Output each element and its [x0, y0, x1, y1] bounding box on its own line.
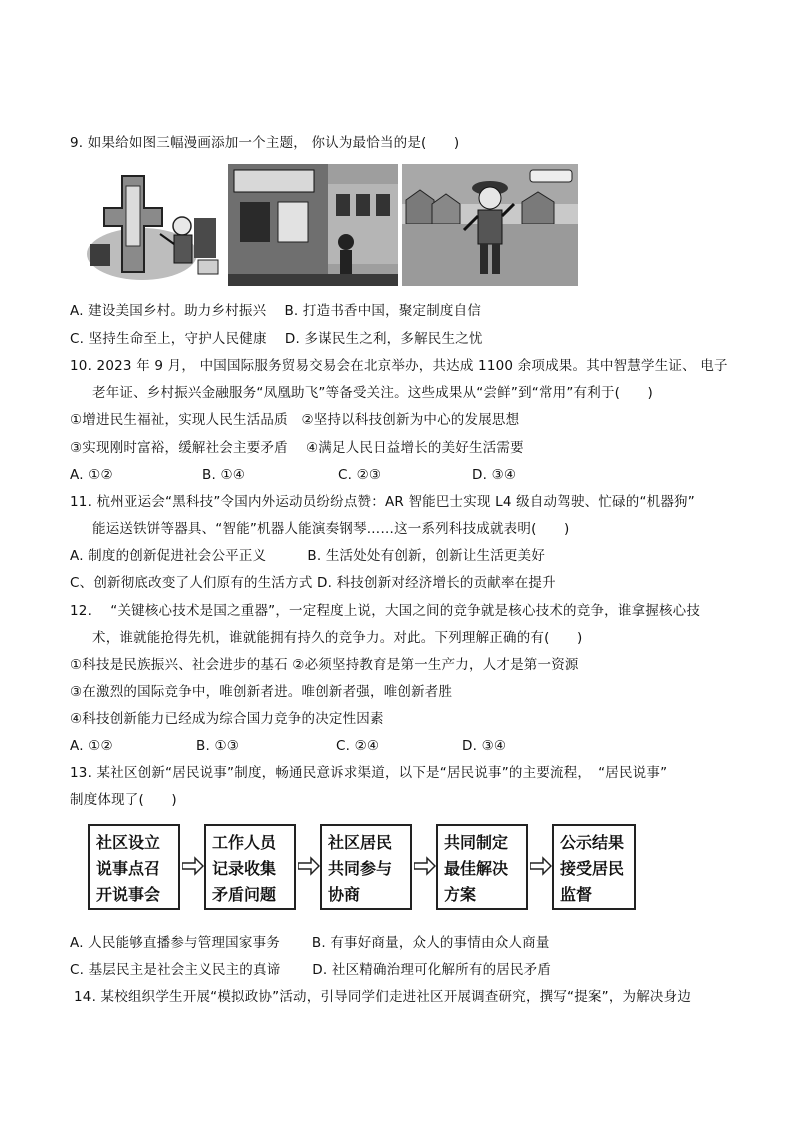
process-flowchart: [88, 822, 636, 916]
q10-item-1-2: ①增进民生福祉，实现人民生活品质 ②坚持以科技创新为中心的发展思想: [70, 412, 520, 428]
q12-option-b: B. ①③: [196, 738, 240, 754]
q13-stem-line2: 制度体现了( ): [70, 792, 177, 808]
q12-option-c: C. ②④: [336, 738, 380, 754]
q13-options-ab: A. 人民能够直播参与管理国家事务 B. 有事好商量，众人的事情由众人商量: [70, 935, 550, 951]
q14-stem-line1: 14. 某校组织学生开展“模拟政协”活动，引导同学们走进社区开展调查研究，撰写“提案”，为解决身边: [74, 989, 692, 1005]
flow-step-2: 工作人员 记录收集 矛盾问题: [204, 824, 296, 910]
q12-item-3: ③在激烈的国际竞争中，唯创新者进。唯创新者强，唯创新者胜: [70, 684, 453, 700]
comic-panel-health: [82, 164, 224, 286]
flow-arrow-2: [298, 856, 320, 876]
q10-option-c: C. ②③: [338, 467, 382, 483]
flow-step-4: 共同制定 最佳解决 方案: [436, 824, 528, 910]
q12-item-1-2: ①科技是民族振兴、社会进步的基石 ②必须坚持教育是第一生产力，人才是第一资源: [70, 657, 579, 673]
q9-options-cd: C. 坚持生命至上，守护人民健康 D. 多谋民生之利，多解民生之忧: [70, 331, 483, 347]
q10-options: [70, 466, 516, 484]
flow-step-3: 社区居民 共同参与 协商: [320, 824, 412, 910]
q13-options-cd: C. 基层民主是社会主义民主的真谛 D. 社区精确治理可化解所有的居民矛盾: [70, 962, 552, 978]
q11-stem-line2: 能运送铁饼等器具、“智能”机器人能演奏钢琴……这一系列科技成就表明( ): [92, 521, 570, 537]
q11-options-ab: A. 制度的创新促进社会公平正义 B. 生活处处有创新，创新让生活更美好: [70, 548, 546, 564]
q12-stem-line1: 12. “关键核心技术是国之重器”，一定程度上说，大国之间的竞争就是核心技术的竞争，谁拿握核心技: [70, 603, 701, 619]
flow-arrow-1: [182, 856, 204, 876]
flow-step-5: 公示结果 接受居民 监督: [552, 824, 636, 910]
q11-stem-line1: 11. 杭州亚运会“黑科技”令国内外运动员纷纷点赞：AR 智能巴士实现 L4 级自动驾驶、忙碌的“机器狗”: [70, 494, 695, 510]
q10-option-d: D. ③④: [472, 467, 517, 483]
q10-stem-line1: 10. 2023 年 9 月， 中国国际服务贸易交易会在北京举办，共达成 1100 余项成果。其中智慧学生证、 电子: [70, 358, 728, 374]
q10-option-a: A. ①②: [70, 467, 113, 483]
q12-stem-line2: 术，谁就能抢得先机，谁就能拥有持久的竞争力。对此。下列理解正确的有( ): [92, 630, 583, 646]
q12-options: [70, 737, 506, 755]
flow-arrow-4: [530, 856, 552, 876]
q12-item-4: ④科技创新能力已经成为综合国力竞争的决定性因素: [70, 711, 384, 727]
flow-arrow-3: [414, 856, 436, 876]
q9-stem: 9. 如果给如图三幅漫画添加一个主题， 你认为最恰当的是( ): [70, 135, 460, 151]
flow-step-1: 社区设立 说事点召 开说事会: [88, 824, 180, 910]
comic-panel-village: [402, 164, 578, 286]
q10-item-3-4: ③实现刚时富裕，缓解社会主要矛盾 ④满足人民日益增长的美好生活需要: [70, 440, 524, 456]
q12-option-a: A. ①②: [70, 738, 113, 754]
q12-option-d: D. ③④: [462, 738, 507, 754]
comic-panel-street: [228, 164, 398, 286]
q10-option-b: B. ①④: [202, 467, 246, 483]
q10-stem-line2: 老年证、乡村振兴金融服务“凤凰助飞”等备受关注。这些成果从“尝鲜”到“常用”有利于( ): [92, 385, 653, 401]
q9-options-ab: A. 建设美国乡村。助力乡村振兴 B. 打造书香中国，聚定制度自信: [70, 303, 482, 319]
comic-strip: [82, 164, 578, 286]
q11-options-cd: C、创新彻底改变了人们原有的生活方式 D. 科技创新对经济增长的贡献率在提升: [70, 575, 556, 591]
q13-stem-line1: 13. 某社区创新“居民说事”制度，畅通民意诉求渠道，以下是“居民说事”的主要流程， “居民说事”: [70, 765, 668, 781]
